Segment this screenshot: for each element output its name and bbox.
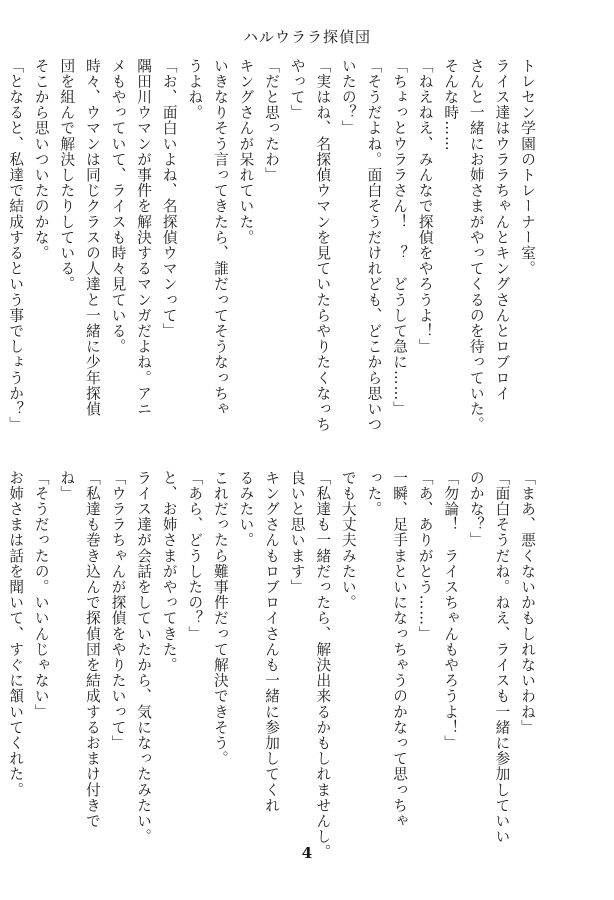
page-number: 4	[301, 844, 313, 862]
text-line: キングさんが呆れていた。	[237, 58, 255, 246]
text-line: った。	[365, 470, 383, 517]
text-line: いきなりそう言ってきたら、誰だってそうなっちゃ	[211, 58, 229, 417]
text-line: そんな時……	[442, 58, 460, 152]
text-line: 「だと思ったわ」	[263, 58, 281, 183]
text-line: ライス達が会話をしていたから、気になったみたい。	[135, 470, 153, 845]
page-title: ハルウララ探偵団	[242, 28, 371, 46]
text-line: 「面白そうだね。ねえ、ライスも一緒に参加していい	[493, 470, 511, 845]
text-line: でも大丈夫みたい。	[339, 470, 357, 611]
text-line: ライス達はウララちゃんとキングさんとロブロイ	[493, 58, 511, 402]
text-line: 「私達も一緒だったら、解決出来るかもしれませんし。	[314, 470, 332, 860]
text-line: 団を組んで解決したりしている。	[58, 58, 76, 292]
text-line: 「あ、ありがとう……」	[416, 470, 434, 642]
text-line: 時々、ウマンは同じクラスの人達と一緒に少年探偵	[83, 58, 101, 417]
text-line: 一瞬、足手まといになっちゃうのかなって思っちゃ	[391, 470, 409, 829]
text-line: そこから思いついたのかな。	[32, 58, 50, 261]
text-line: 「ねえねえ、みんなで探偵をやろうよ！」	[416, 58, 434, 355]
text-line: ね」	[58, 470, 76, 502]
text-line: うよね。	[186, 58, 204, 121]
text-line: トレセン学園のトレーナー室。	[519, 58, 536, 277]
upper-text-block	[0, 58, 540, 433]
text-line: これだったら難事件だって解決できそう。	[211, 470, 229, 767]
text-line: お姉さまは話を聞いて、すぐに頷いてくれた。	[7, 470, 25, 798]
text-line: 「そうだよね。面白そうだけれども、どこから思いつ	[365, 58, 383, 433]
text-line: 「ウララちゃんが探偵をやりたいって」	[109, 470, 127, 751]
text-line: いたの？」	[339, 58, 357, 136]
text-line: と、お姉さまがやってきた。	[160, 470, 178, 673]
text-line: 「実はね、名探偵ウマンを見ていたらやりたくなっち	[314, 58, 332, 433]
text-line: 「お、面白いよね、名探偵ウマンって」	[160, 58, 178, 339]
text-line: キングさんもロブロイさんも一緒に参加してくれ	[263, 470, 281, 814]
lower-text-block	[0, 470, 540, 860]
text-line: 「あら、どうしたの？」	[186, 470, 204, 642]
text-line: 「となると、私達で結成するという事でしょうか？」	[7, 58, 25, 433]
text-line: 「ちょっとウララさん！ ？ どうして急に……」	[391, 58, 409, 417]
text-line: 「勿論！ ライスちゃんもやろうよ！」	[442, 470, 460, 751]
text-line: やって」	[288, 58, 306, 121]
text-line: さんと一緒にお姉さまがやってくるのを待っていた。	[467, 58, 485, 433]
text-line: のかな？」	[467, 470, 485, 548]
text-line: 「私達も巻き込んで探偵団を結成するおまけ付きで	[83, 470, 101, 829]
text-line: 隅田川ウマンが事件を解決するマンガだよね。アニ	[135, 58, 153, 417]
text-line: 「そうだったの。いいんじゃない」	[32, 470, 50, 720]
text-line: るみたい。	[237, 470, 255, 548]
text-line: メもやっていて、ライスも時々見ている。	[109, 58, 127, 355]
text-line: 「まあ、悪くないかもしれないわね」	[519, 470, 536, 736]
text-line: 良いと思います」	[288, 470, 306, 595]
